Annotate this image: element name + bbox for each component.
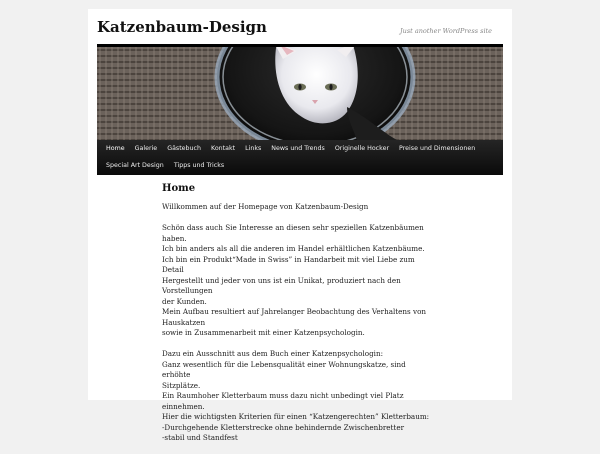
text-line: Ein Raumhoher Kletterbaum muss dazu nicht unbedingt viel Platz einnehmen. — [162, 391, 404, 411]
text-line: Mein Aufbau resultiert auf Jahrelanger Beobachtung des Verhaltens von — [162, 307, 427, 316]
text-line: Dazu ein Ausschnitt aus dem Buch einer Katzenpsychologin: — [162, 349, 384, 358]
nav-row-1 — [97, 140, 480, 157]
text-line: der Kunden. — [162, 296, 207, 306]
text-line: Ich bin anders als all die anderen im Handel erhältlichen Katzenbäume. — [162, 244, 425, 253]
nav-item-links[interactable]: Links — [245, 145, 262, 152]
main-content — [162, 182, 432, 454]
text-line: sowie in Zusammenarbeit mit einer Katzenpsychologin. — [162, 328, 365, 337]
text-line: Sitzplätze. — [162, 380, 201, 390]
nav-item-special-art-design[interactable]: Special Art Design — [106, 162, 164, 169]
nav-item-tipps-und-tricks[interactable]: Tipps und Tricks — [173, 162, 225, 169]
nav-item-originelle-hocker[interactable]: Originelle Hocker — [334, 145, 390, 152]
text-line: Hauskatzen — [162, 317, 206, 327]
kitten-photo-icon — [97, 47, 503, 140]
nav-item-preise-und-dimensionen[interactable]: Preise und Dimensionen — [399, 145, 476, 152]
nav-row-2 — [97, 157, 229, 174]
page-title: Home — [162, 183, 196, 194]
header-image — [97, 44, 503, 140]
nav-item-news-und-trends[interactable]: News und Trends — [271, 145, 325, 152]
text-line: Ganz wesentlich für die Lebensqualität einer Wohnungskatze, sind erhöhte — [162, 359, 406, 379]
text-line: haben. — [162, 233, 187, 243]
text-line: Vorstellungen — [162, 286, 213, 295]
nav-item-home[interactable]: Home — [106, 145, 125, 152]
about-paragraph — [162, 223, 432, 339]
site-description: Just another WordPress site — [400, 27, 492, 35]
nav-item-gaestebuch[interactable]: Gästebuch — [167, 145, 201, 152]
text-line: Ich bin ein Produkt“Made in Swiss” in Handarbeit mit viel Liebe zum Detail — [162, 254, 415, 274]
text-line: -Durchgehende Kletterstrecke ohne behindernde Zwischenbretter — [162, 422, 405, 432]
text-line: -stabil und Standfest — [162, 433, 238, 442]
page-container — [88, 9, 512, 442]
intro-paragraph: Willkommen auf der Homepage von Katzenbaum-Design — [162, 202, 369, 211]
text-line: Hier die wichtigsten Kriterien für einen “Katzengerechten” Kletterbaum: — [162, 412, 430, 421]
text-line: Schön dass auch Sie Interesse an diesen sehr speziellen Katzenbäumen — [162, 223, 424, 232]
text-line: Hergestellt und jeder von uns ist ein Unikat, produziert nach den — [162, 275, 401, 285]
nav-item-galerie[interactable]: Galerie — [134, 145, 158, 152]
site-title[interactable]: Katzenbaum-Design — [97, 18, 267, 36]
quote-paragraph — [162, 349, 432, 444]
main-navigation — [97, 140, 503, 175]
nav-item-kontakt[interactable]: Kontakt — [211, 145, 236, 152]
